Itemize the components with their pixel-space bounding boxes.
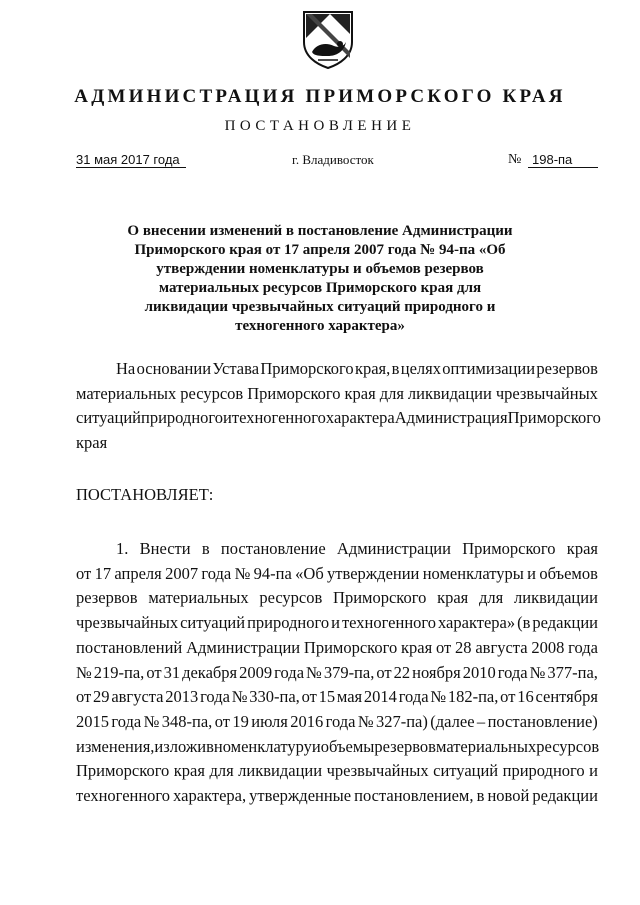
title-line: ликвидации чрезвычайных ситуаций природного и [144,299,496,315]
document-title [120,222,520,336]
item-line: Приморского края для ликвидации чрезвычайных ситуаций природного и [76,761,598,781]
item-line: техногенного характера, утвержденные постановлением, в новой редакции [76,786,598,806]
item-line: чрезвычайных ситуаций природного и техногенного характера» (в редакции [76,613,598,633]
document-number-label: № [508,152,522,167]
item-line: от 17 апреля 2007 года № 94-па «Об утверждении номенклатуры и объемов [76,563,598,583]
preamble-line: материальных ресурсов Приморского края для ликвидации чрезвычайных [76,383,598,403]
item-line: № 219-па, от 31 декабря 2009 года № 379-па, от 22 ноября 2010 года № 377-па, [76,662,598,682]
organization-heading: АДМИНИСТРАЦИЯ ПРИМОРСКОГО КРАЯ [74,86,566,107]
preamble-line: ситуаций природного и техногенного характера Администрация Приморского [76,408,601,428]
decree-word: ПОСТАНОВЛЯЕТ: [76,485,214,504]
document-date: 31 мая 2017 года [76,152,186,168]
title-line: материальных ресурсов Приморского края для [158,280,482,296]
title-line: О внесении изменений в постановление Администрации [127,223,513,239]
coat-of-arms-icon [300,8,356,70]
item-line: 2015 года № 348-па, от 19 июля 2016 года № 327-па) (далее – постановление) [76,711,598,731]
title-line: Приморского края от 17 апреля 2007 года № 94-па «Об [134,242,506,258]
item-1-paragraph [76,537,598,809]
preamble-line: края [76,433,108,453]
preamble-paragraph [76,357,601,456]
document-type-heading: ПОСТАНОВЛЕНИЕ [224,118,416,134]
item-line: резервов материальных ресурсов Приморского края для ликвидации [76,588,598,608]
title-line: техногенного характера» [235,318,405,334]
item-line: изменения, изложив номенклатуру и объемы резервов материальных ресурсов [76,736,600,756]
title-line: утверждении номенклатуры и объемов резервов [156,261,484,277]
document-number: 198-па [528,152,598,168]
item-line: 1. Внести в постановление Администрации Приморского края [116,539,598,558]
item-line: от 29 августа 2013 года № 330-па, от 15 мая 2014 года № 182-па, от 16 сентября [76,687,598,707]
preamble-line: На основании Устава Приморского края, в целях оптимизации резервов [116,359,598,378]
item-line: постановлений Администрации Приморского края от 28 августа 2008 года [76,637,598,657]
document-city: г. Владивосток [292,152,374,167]
